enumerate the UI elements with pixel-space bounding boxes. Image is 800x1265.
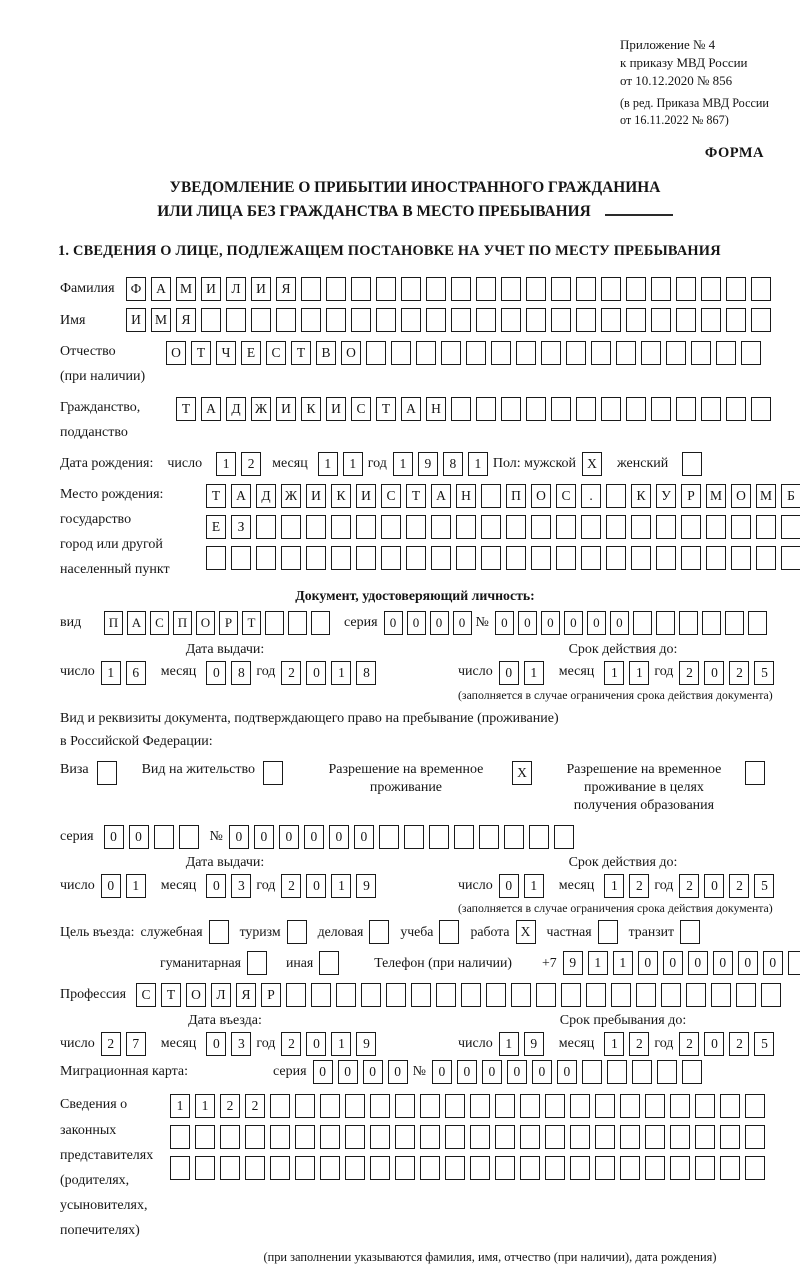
purpose-study: учеба [400, 920, 464, 944]
year-label: год [256, 664, 276, 680]
series-label: серия [273, 1064, 307, 1080]
birthdate-sex-row [60, 452, 770, 476]
residence-issue-year-cells[interactable]: 2 0 1 9 [281, 874, 381, 898]
year-label: год [654, 878, 674, 894]
residence-issue-day-cells[interactable]: 0 1 [101, 874, 151, 898]
title-blank-underline [605, 201, 673, 216]
day-label: число [458, 878, 493, 894]
number-label: № [412, 1064, 426, 1080]
firstname-label: Имя [60, 312, 86, 328]
month-label: месяц [558, 664, 595, 680]
appendix-block [620, 36, 770, 129]
valid-note: (заполняется в случае ограничения срока действия документа) [458, 687, 773, 702]
firstname-row [60, 308, 770, 333]
sex-male-checkbox[interactable]: X [582, 452, 607, 476]
birth-year-cells[interactable]: 1 9 8 1 [393, 452, 493, 476]
representatives-block [60, 1092, 770, 1243]
form-title-line2: ИЛИ ЛИЦА БЕЗ ГРАЖДАНСТВА В МЕСТО ПРЕБЫВАНИЯ [157, 202, 591, 220]
phone-cells[interactable]: 9 1 1 0 0 0 0 0 0 [563, 951, 800, 975]
birthdate-label: Дата рождения: [60, 455, 154, 471]
purpose-humanitarian: гуманитарная [160, 951, 272, 975]
birth-day-cells[interactable]: 1 2 [216, 452, 266, 476]
profession-cells[interactable]: С Т О Л Я Р [136, 983, 786, 1007]
migration-card-row [60, 1060, 770, 1084]
residence-valid-day-cells[interactable]: 0 1 [499, 874, 549, 898]
patronymic-cells[interactable]: О Т Ч Е С Т В О [166, 341, 766, 365]
doc-valid-month-cells[interactable]: 1 1 [604, 661, 654, 685]
day-label: число [167, 455, 203, 471]
month-label: месяц [558, 878, 595, 894]
surname-cells[interactable]: Ф А М И Л И Я [126, 277, 776, 301]
appendix-line: Приложение № 4 [620, 37, 716, 52]
purpose-transit-checkbox[interactable] [680, 920, 705, 944]
birthplace-labels: Место рождения: государство город или другой населенный пункт [60, 486, 170, 578]
purpose-other: иная [286, 951, 344, 975]
valid-until-heading: Срок действия до: [568, 641, 678, 657]
option-visa: Виза [60, 761, 122, 785]
surname-row [60, 276, 770, 301]
year-label: год [256, 878, 276, 894]
month-label: месяц [272, 455, 308, 471]
appendix-line: от 10.12.2020 № 856 [620, 73, 733, 89]
doc-number-cells[interactable]: 0 0 0 0 0 0 [495, 611, 771, 635]
issue-date-heading: Дата выдачи: [185, 855, 265, 871]
purpose-private-checkbox[interactable] [598, 920, 623, 944]
form-label: ФОРМА [704, 144, 764, 161]
option-temp-residence: Разрешение на временное проживание X [308, 761, 537, 797]
doc-valid-year-cells[interactable]: 2 0 2 5 [679, 661, 779, 685]
representatives-labels: Сведения о законных представителях (родителях, усыновителях, попечителях) [60, 1097, 154, 1239]
identity-doc-dates [60, 641, 773, 703]
surname-label: Фамилия [60, 281, 115, 297]
entry-stay-dates [60, 1013, 770, 1056]
revision-line: (в ред. Приказа МВД России [620, 95, 769, 110]
temp-residence-checkbox[interactable]: X [512, 761, 537, 785]
citizenship-cells[interactable]: Т А Д Ж И К И С Т А Н [176, 397, 776, 421]
month-label: месяц [558, 1036, 595, 1052]
identity-doc-heading: Документ, удостоверяющий личность: [295, 588, 535, 604]
entry-purpose-row2 [160, 951, 777, 975]
representatives-row2-cells[interactable] [170, 1125, 770, 1149]
stay-until-heading: Срок пребывания до: [559, 1013, 687, 1029]
day-label: число [60, 1036, 95, 1052]
day-label: число [60, 664, 95, 680]
phone-prefix: +7 [542, 955, 557, 971]
purpose-business: деловая [318, 920, 395, 944]
patronymic-label: Отчество (при наличии) [60, 339, 166, 389]
purpose-private: частная [547, 920, 623, 944]
citizenship-row [60, 395, 770, 445]
entry-year-cells[interactable]: 2 0 1 9 [281, 1032, 381, 1056]
representatives-note: (при заполнении указываются фамилия, имя, отчество (при наличии), дата рождения) [263, 1249, 717, 1264]
month-label: месяц [160, 878, 197, 894]
migration-number-cells[interactable]: 0 0 0 0 0 0 [432, 1060, 707, 1084]
number-label: № [209, 829, 223, 845]
purpose-other-checkbox[interactable] [319, 951, 344, 975]
year-label: год [367, 455, 387, 471]
doc-type-label: вид [60, 615, 82, 631]
identity-doc-row [60, 610, 770, 635]
purpose-official-checkbox[interactable] [209, 920, 234, 944]
form-title-line1: УВЕДОМЛЕНИЕ О ПРИБЫТИИ ИНОСТРАННОГО ГРАЖДАНИНА [169, 178, 661, 196]
month-label: месяц [160, 664, 197, 680]
birthplace-row2-cells[interactable]: Е З [206, 515, 800, 539]
option-temp-residence-education: Разрешение на временное проживание в целях получения образования [551, 761, 770, 816]
purpose-official: служебная [141, 920, 234, 944]
patronymic-row [60, 339, 770, 389]
entry-day-cells[interactable]: 2 7 [101, 1032, 151, 1056]
birthplace-block [60, 482, 795, 583]
purpose-business-checkbox[interactable] [369, 920, 394, 944]
residence-issue-month-cells[interactable]: 0 3 [206, 874, 256, 898]
appendix-line: к приказу МВД России [620, 55, 748, 71]
doc-issue-year-cells[interactable]: 2 0 1 8 [281, 661, 381, 685]
revision-line: от 16.11.2022 № 867) [620, 112, 729, 127]
visa-checkbox[interactable] [97, 761, 122, 785]
valid-note: (заполняется в случае ограничения срока действия документа) [458, 901, 773, 916]
year-label: год [654, 1036, 674, 1052]
birth-month-cells[interactable]: 1 1 [318, 452, 368, 476]
profession-row [60, 982, 770, 1007]
firstname-cells[interactable]: И М Я [126, 308, 776, 332]
residence-doc-dates [60, 855, 773, 916]
purpose-humanitarian-checkbox[interactable] [247, 951, 272, 975]
residence-valid-year-cells[interactable]: 2 0 2 5 [679, 874, 779, 898]
month-label: месяц [160, 1036, 197, 1052]
doc-series-cells[interactable]: 0 0 0 0 [384, 611, 476, 635]
residence-doc-options [60, 761, 770, 816]
doc-valid-day-cells[interactable]: 0 1 [499, 661, 549, 685]
residence-number-cells[interactable]: 0 0 0 0 0 0 [229, 825, 579, 849]
entry-month-cells[interactable]: 0 3 [206, 1032, 256, 1056]
year-label: год [654, 664, 674, 680]
purpose-tourism: туризм [240, 920, 312, 944]
entry-purpose-row [60, 920, 770, 944]
stay-month-cells[interactable]: 1 2 [604, 1032, 654, 1056]
day-label: число [458, 1036, 493, 1052]
entry-date-heading: Дата въезда: [188, 1013, 262, 1029]
representatives-row3-cells[interactable] [170, 1156, 770, 1180]
sex-female-label: женский [617, 455, 669, 471]
stay-year-cells[interactable]: 2 0 2 5 [679, 1032, 779, 1056]
birthplace-cells-block [206, 484, 800, 577]
day-label: число [458, 664, 493, 680]
residence-doc-intro: Вид и реквизиты документа, подтверждающего право на пребывание (проживание) в Российской Федерации: [60, 710, 559, 749]
doc-issue-month-cells[interactable]: 0 8 [206, 661, 256, 685]
number-label: № [475, 614, 489, 630]
sex-male-label: Пол: мужской [492, 455, 577, 471]
residence-doc-series-row [60, 825, 770, 849]
valid-until-heading: Срок действия до: [568, 855, 678, 871]
patronymic-sublabel: (при наличии) [60, 369, 146, 385]
birthplace-row3-cells[interactable] [206, 546, 800, 570]
purpose-label: Цель въезда: [60, 924, 135, 940]
residence-valid-month-cells[interactable]: 1 2 [604, 874, 654, 898]
series-label: серия [60, 829, 94, 845]
doc-issue-day-cells[interactable]: 1 6 [101, 661, 151, 685]
citizenship-sublabel: подданство [60, 425, 128, 441]
purpose-study-checkbox[interactable] [439, 920, 464, 944]
doc-type-cells[interactable]: П А С П О Р Т [104, 611, 334, 635]
representatives-cells-block [170, 1094, 770, 1187]
profession-label: Профессия [60, 987, 127, 1003]
purpose-transit: транзит [629, 920, 705, 944]
purpose-work: работа X [470, 920, 540, 944]
option-residence-permit: Вид на жительство [142, 761, 288, 785]
migration-card-label: Миграционная карта: [60, 1064, 189, 1080]
series-label: серия [344, 614, 378, 630]
citizenship-label: Гражданство, подданство [60, 395, 176, 445]
section-1-heading: 1. СВЕДЕНИЯ О ЛИЦЕ, ПОДЛЕЖАЩЕМ ПОСТАНОВКЕ НА УЧЕТ ПО МЕСТУ ПРЕБЫВАНИЯ [58, 243, 721, 260]
residence-permit-checkbox[interactable] [263, 761, 288, 785]
day-label: число [60, 878, 95, 894]
stay-day-cells[interactable]: 1 9 [499, 1032, 549, 1056]
phone-label: Телефон (при наличии) [374, 955, 513, 971]
residence-series-cells[interactable]: 0 0 [104, 825, 204, 849]
purpose-work-checkbox[interactable]: X [516, 920, 541, 944]
migration-series-cells[interactable]: 0 0 0 0 [313, 1060, 413, 1084]
revision-block [620, 95, 770, 129]
sex-female-checkbox[interactable] [682, 452, 707, 476]
form-title [60, 176, 770, 224]
purpose-tourism-checkbox[interactable] [287, 920, 312, 944]
temp-residence-education-checkbox[interactable] [745, 761, 770, 785]
issue-date-heading: Дата выдачи: [185, 641, 265, 657]
year-label: год [256, 1036, 276, 1052]
representatives-row1-cells[interactable]: 1 1 2 2 [170, 1094, 770, 1118]
birthplace-row1-cells[interactable]: Т А Д Ж И К И С Т А Н П О С . К У Р М О М Б [206, 484, 800, 508]
